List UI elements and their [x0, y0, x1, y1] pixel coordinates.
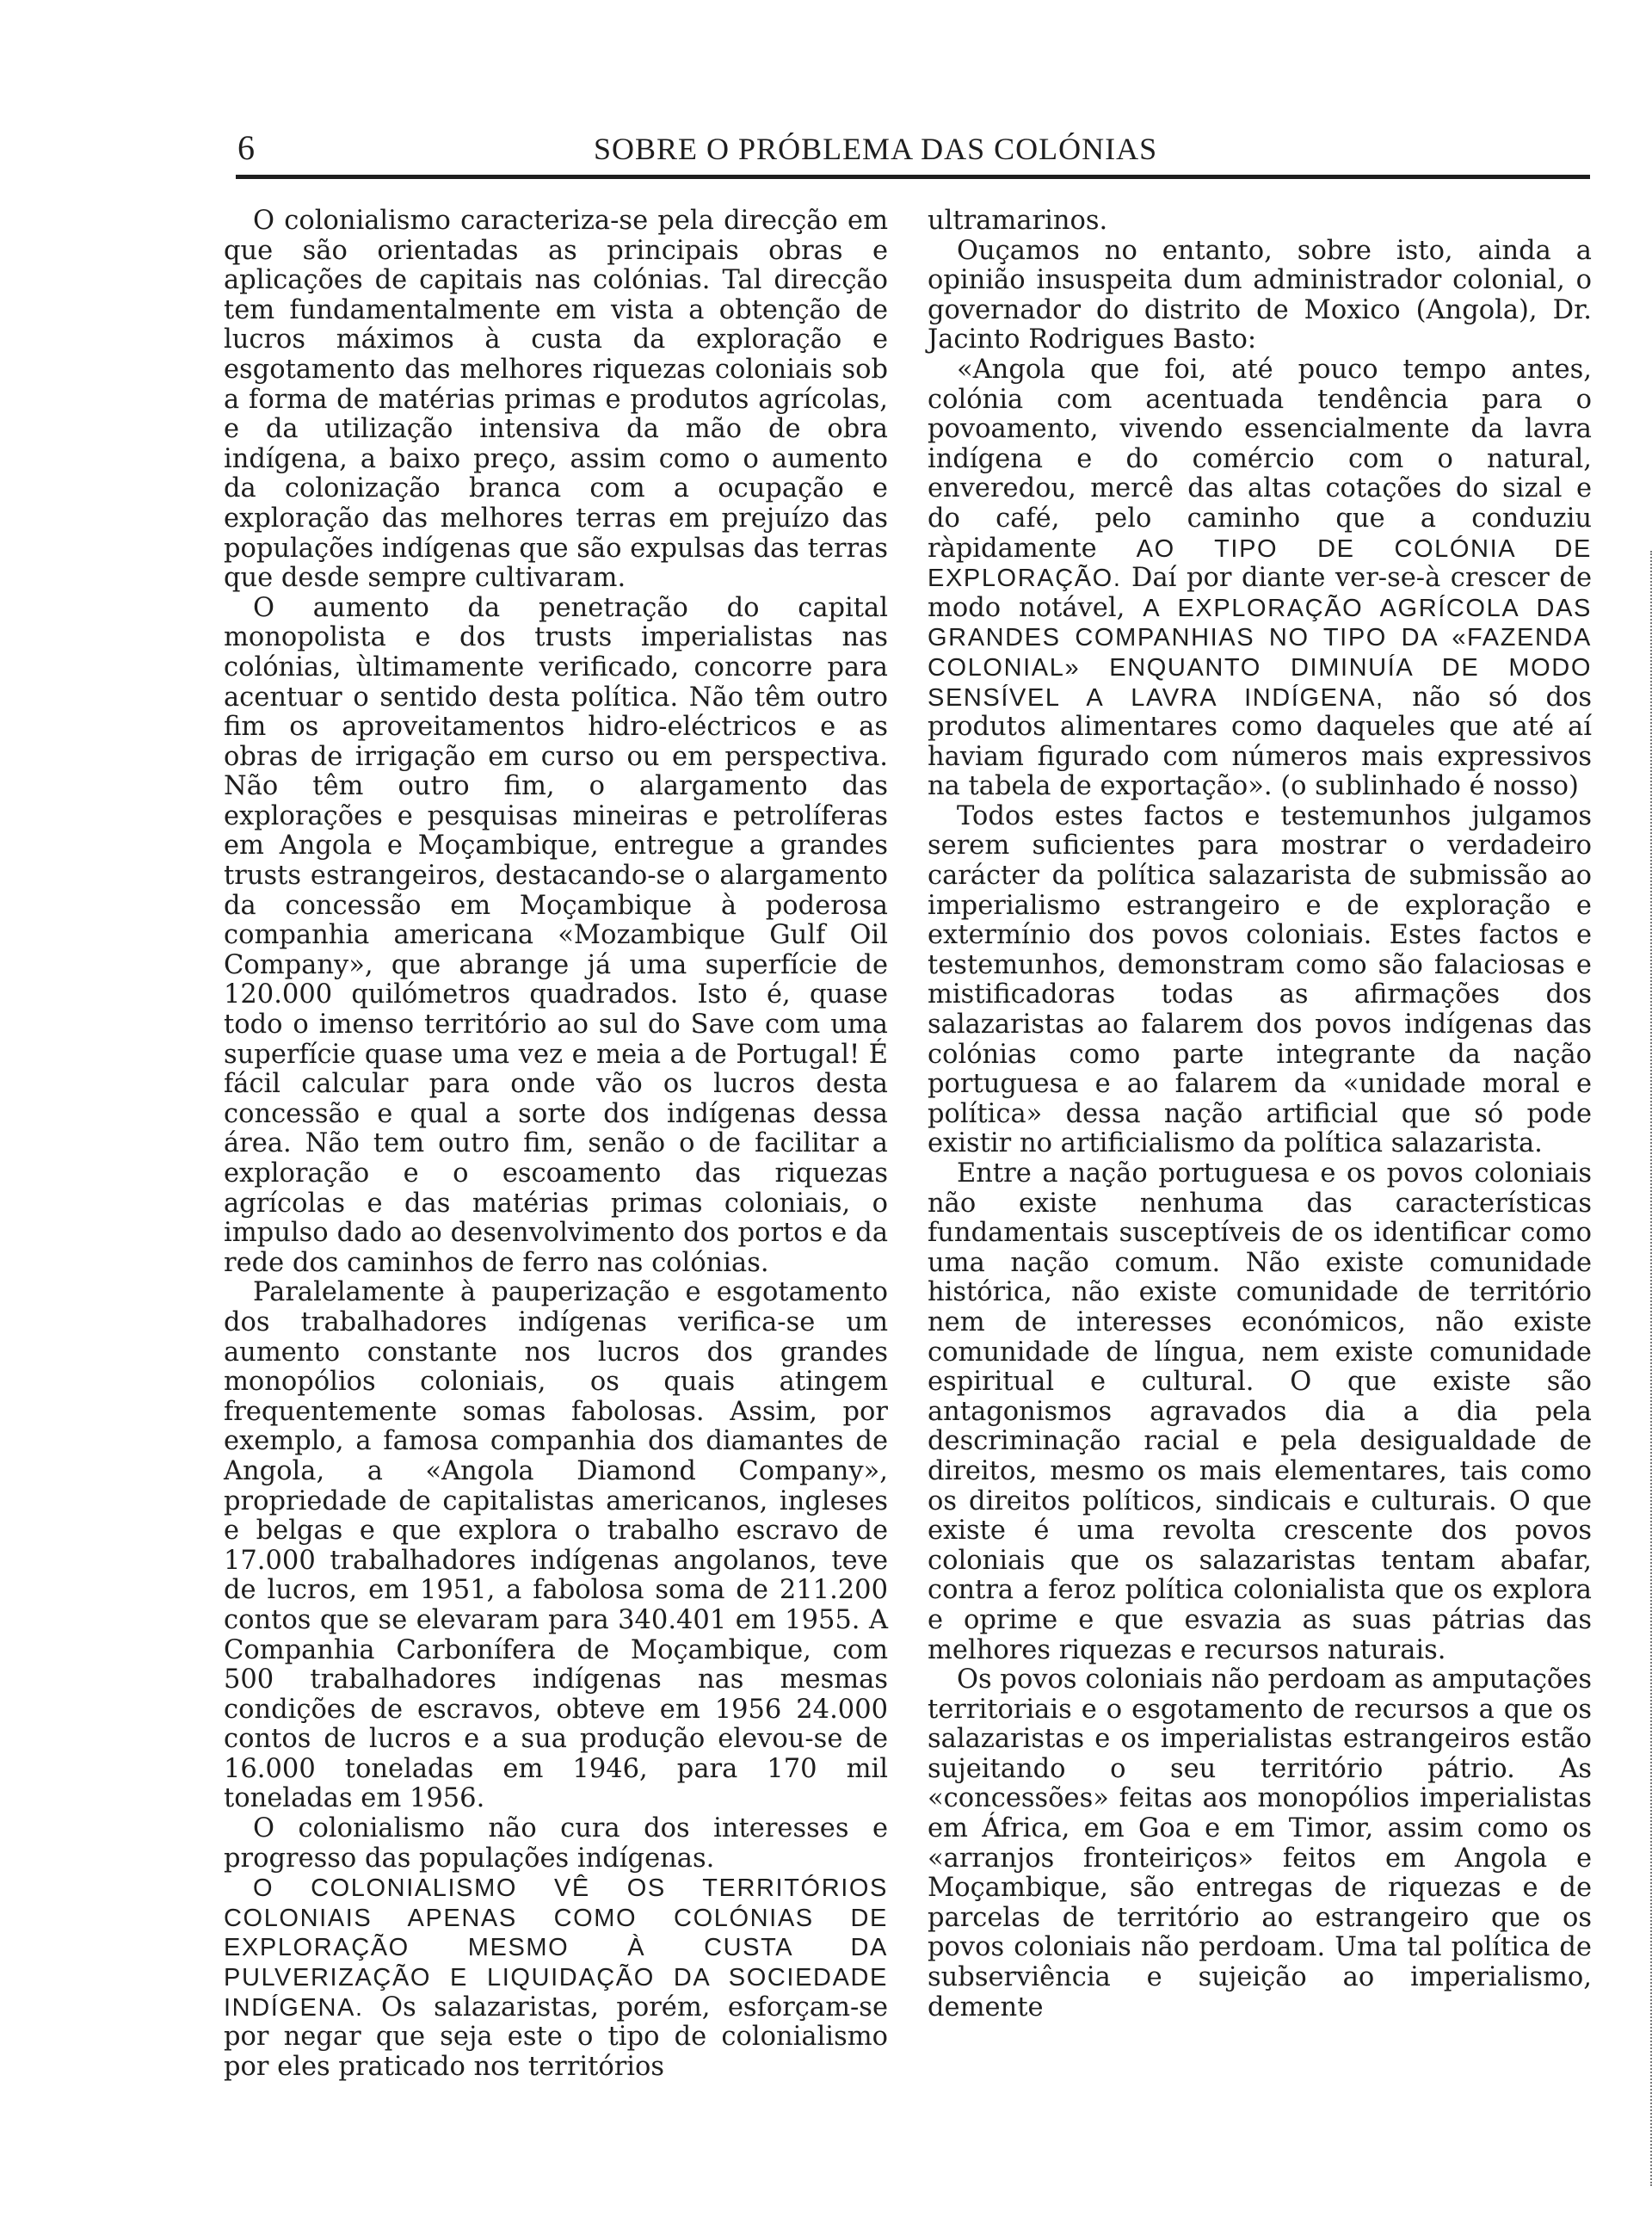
- emphasized-caps-text: AO TIPO DE COLÓNIA DE EXPLORAÇÃO.: [928, 534, 1592, 593]
- left-column: [224, 207, 888, 2082]
- paragraph-continuation: ultramarinos.: [928, 206, 1108, 236]
- paragraph: [224, 1874, 888, 2082]
- page-edge-shadow: [1642, 551, 1652, 2186]
- quote-text: não só dos produtos alimentares como daqueles que até aí haviam figurado com números mais expressivos na tabela de exportação». (o sublinhado é nosso): [928, 682, 1592, 802]
- block-quote: [928, 355, 1592, 802]
- right-column: [928, 207, 1592, 2022]
- quote-text: Daí por diante ver-se-à crescer de modo notável,: [928, 563, 1592, 623]
- paragraph: Todos estes factos e testemunhos julgamos serem suficientes para mostrar o verdadeiro carácter da política salazarista de submissão ao imperialismo estrangeiro e de exploração e extermínio dos povos coloniais. Estes factos e testemunhos, demonstram como são falaciosas e mistificadoras todas as afirmações dos salazaristas ao falarem dos povos indígenas das colónias como parte integrante da nação portuguesa e ao falarem da «unidade moral e política» dessa nação artificial que só pode existir no artificialismo da política salazarista.: [928, 800, 1592, 1159]
- emphasized-caps-text: A EXPLORAÇÃO AGRÍCOLA DAS GRANDES COMPANHIAS NO TIPO DA «FAZENDA COLONIAL» ENQUANTO DIMINUÍA DE MODO SENSÍVEL A LAVRA INDÍGENA,: [928, 594, 1592, 712]
- paragraph: Entre a nação portuguesa e os povos coloniais não existe nenhuma das características fundamentais susceptíveis de os identificar como uma nação comum. Não existe comunidade histórica, não existe comunidade de território nem de interesses económicos, não existe comunidade de língua, nem existe comunidade espiritual e cultural. O que existe são antagonismos agravados dia a dia pela descriminação racial e pela desigualdade de direitos, mesmo os mais elementares, tais como os direitos políticos, sindicais e culturais. O que existe é uma revolta crescente dos povos coloniais que os salazaristas tentam abafar, contra a feroz política colonialista que os explora e oprime e que esvazia as suas pátrias das melhores riquezas e recursos naturais.: [928, 1158, 1592, 1665]
- paragraph: O aumento da penetração do capital monopolista e dos trusts imperialistas nas colónias, ùltimamente verificado, concorre para acentuar o sentido desta política. Não têm outro fim os aproveitamentos hidro-eléctricos e as obras de irrigação em curso ou em perspectiva. Não têm outro fim, o alargamento das explorações e pesquisas mineiras e petrolíferas em Angola e Moçambique, entregue a grandes trusts estrangeiros, destacando-se o alargamento da concessão em Moçambique à poderosa companhia americana «Mozambique Gulf Oil Company», que abrange já uma superfície de 120.000 quilómetros quadrados. Isto é, quase todo o imenso território ao sul do Save com uma superfície quase uma vez e meia a de Portugal! É fácil calcular para onde vão os lucros desta concessão e qual a sorte dos indígenas dessa área. Não tem outro fim, senão o de facilitar a exploração e o escoamento das riquezas agrícolas e das matérias primas coloniais, o impulso dado ao desenvolvimento dos portos e da rede dos caminhos de ferro nas colónias.: [224, 592, 888, 1278]
- paragraph: Os povos coloniais não perdoam as amputações territoriais e o esgotamento de recursos a que os salazaristas e os imperialistas estrangeiros estão sujeitando o seu território pátrio. As «concessões» feitas aos monopólios imperialistas em África, em Goa e em Timor, assim como os «arranjos fronteiriços» feitos em Angola e Moçambique, são entregas de riquezas e de parcelas de território ao estrangeiro que os povos coloniais não perdoam. Uma tal política de subserviência e sujeição ao imperialismo, demente: [928, 1664, 1592, 2022]
- paragraph: Ouçamos no entanto, sobre isto, ainda a opinião insuspeita dum administrador colonial, o governador do distrito de Moxico (Angola), Dr. Jacinto Rodrigues Basto:: [928, 235, 1592, 355]
- quote-text: «Angola que foi, até pouco tempo antes, colónia com acentuada tendência para o povoamento, vivendo essencialmente da lavra indígena e do comércio com o natural, enveredou, mercê das altas cotações do sizal e do café, pelo caminho que a conduziu ràpidamente: [928, 354, 1592, 564]
- emphasized-caps-text: O COLONIALISMO VÊ OS TERRITÓRIOS COLONIAIS APENAS COMO COLÓNIAS DE EXPLORAÇÃO MESMO À CUSTA DA PULVERIZAÇÃO E LIQUIDAÇÃO DA SOCIEDADE INDÍGENA.: [224, 1874, 888, 2022]
- paragraph: O colonialismo caracteriza-se pela direcção em que são orientadas as principais obras e aplicações de capitais nas colónias. Tal direcção tem fundamentalmente em vista a obtenção de lucros máximos à custa da exploração e esgotamento das melhores riquezas coloniais sob a forma de matérias primas e produtos agrícolas, e da utilização intensiva da mão de obra indígena, a baixo preço, assim como o aumento da colonização branca com a ocupação e exploração das melhores terras em prejuízo das populações indígenas que são expulsas das terras que desde sempre cultivaram.: [224, 206, 888, 594]
- paragraph-continuation: Os salazaristas, porém, esforçam-se por negar que seja este o tipo de colonialismo por eles praticado nos territórios: [224, 1992, 888, 2082]
- page-number: 6: [237, 128, 255, 167]
- paragraph: Paralelamente à pauperização e esgotamento dos trabalhadores indígenas verifica-se um aumento constante nos lucros dos grandes monopólios coloniais, os quais atingem frequentemente somas fabolosas. Assim, por exemplo, a famosa companhia dos diamantes de Angola, a «Angola Diamond Company», propriedade de capitalistas americanos, ingleses e belgas e que explora o trabalho escravo de 17.000 trabalhadores indígenas angolanos, teve de lucros, em 1951, a fabolosa soma de 211.200 contos que se elevaram para 340.401 em 1955. A Companhia Carbonífera de Moçambique, com 500 trabalhadores indígenas nas mesmas condições de escravos, obteve em 1956 24.000 contos de lucros e a sua produção elevou-se de 16.000 toneladas em 1946, para 170 mil toneladas em 1956.: [224, 1277, 888, 1814]
- running-title: SOBRE O PRÓBLEMA DAS COLÓNIAS: [594, 132, 1158, 166]
- header-rule: [236, 175, 1590, 179]
- paragraph: O colonialismo não cura dos interesses e progresso das populações indígenas.: [224, 1813, 888, 1874]
